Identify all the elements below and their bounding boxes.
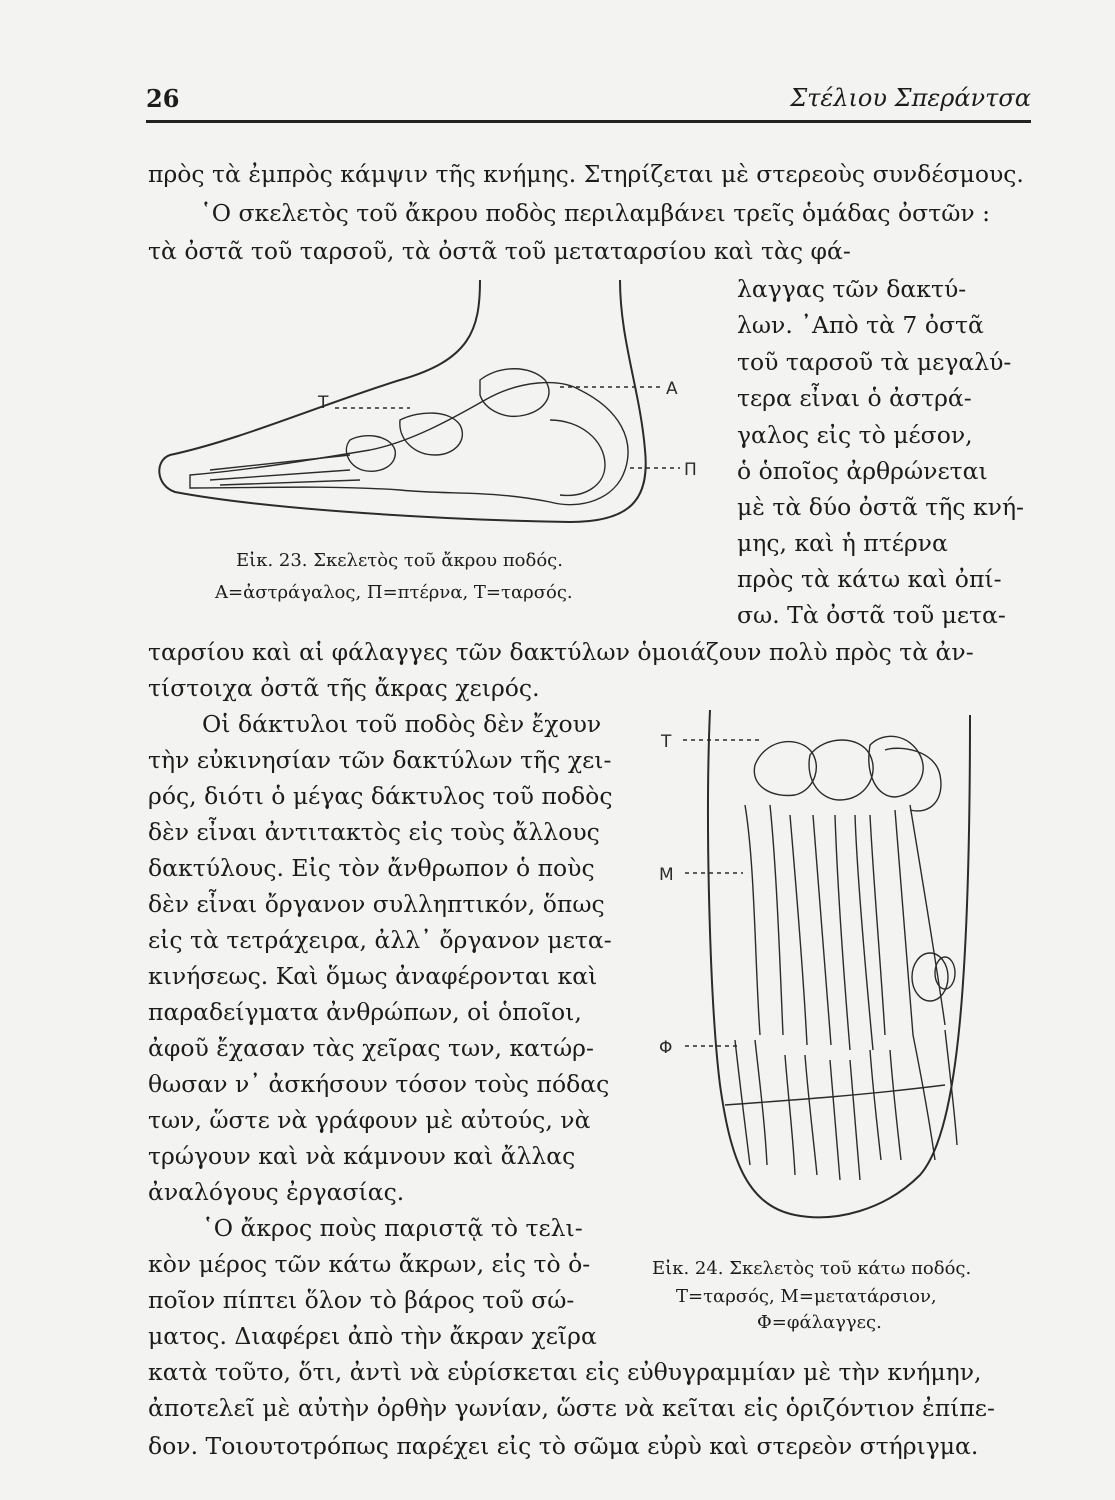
running-title: Στέλιου Σπεράντσα bbox=[790, 84, 1031, 112]
text-line: κινήσεως. Καὶ ὅμως ἀναφέρονται καὶ bbox=[148, 962, 598, 990]
figure-23-caption-line-2: Α=ἀστράγαλος, Π=πτέρνα, Τ=ταρσός. bbox=[215, 582, 573, 603]
figure-23-caption-line-1: Εἰκ. 23. Σκελετὸς τοῦ ἄκρου ποδός. bbox=[236, 550, 563, 571]
text-line: των, ὥστε νὰ γράφουν μὲ αὐτούς, νὰ bbox=[148, 1106, 591, 1134]
text-line: δὲν εἶναι ἀντιτακτὸς εἰς τοὺς ἄλλους bbox=[148, 818, 600, 846]
text-line: πρὸς τὰ κάτω καὶ ὀπί- bbox=[737, 565, 1002, 593]
text-line: δὲν εἶναι ὄργανον συλληπτικόν, ὅπως bbox=[148, 890, 605, 918]
figure-23-label-tarsus: Τ bbox=[318, 393, 329, 413]
text-line: παραδείγματα ἀνθρώπων, οἱ ὁποῖοι, bbox=[148, 998, 582, 1026]
figure-24-label-metatarsus: Μ bbox=[659, 865, 674, 885]
text-line: τρώγουν καὶ νὰ κάμνουν καὶ ἄλλας bbox=[148, 1142, 576, 1170]
figure-23-foot-side-illustration bbox=[150, 270, 700, 540]
text-line: μὲ τὰ δύο ὀστᾶ τῆς κνή- bbox=[737, 493, 1024, 521]
text-line: σω. Τὰ ὀστᾶ τοῦ μετα- bbox=[737, 601, 1006, 629]
page-number: 26 bbox=[146, 84, 180, 113]
text-line: ταρσίου καὶ αἱ φάλαγγες τῶν δακτύλων ὁμοιάζουν πολὺ πρὸς τὰ ἀν- bbox=[148, 638, 974, 666]
text-line: ῾Ο σκελετὸς τοῦ ἄκρου ποδὸς περιλαμβάνει τρεῖς ὁμάδας ὀστῶν : bbox=[200, 199, 991, 227]
text-line: ἀναλόγους ἐργασίας. bbox=[148, 1178, 405, 1206]
text-line: τὰ ὀστᾶ τοῦ ταρσοῦ, τὰ ὀστᾶ τοῦ μεταταρσίου καὶ τὰς φά- bbox=[148, 237, 851, 265]
text-line: τοῦ ταρσοῦ τὰ μεγαλύ- bbox=[737, 348, 1012, 376]
text-line: κὸν μέρος τῶν κάτω ἄκρων, εἰς τὸ ὁ- bbox=[148, 1250, 591, 1278]
figure-24-label-phalanges: Φ bbox=[659, 1038, 673, 1058]
text-line: ἀφοῦ ἔχασαν τὰς χεῖρας των, κατώρ- bbox=[148, 1034, 594, 1062]
text-line: γαλος εἰς τὸ μέσον, bbox=[737, 421, 973, 449]
text-line: Οἱ δάκτυλοι τοῦ ποδὸς δὲν ἔχουν bbox=[202, 710, 602, 738]
figure-23-label-talus: Α bbox=[666, 379, 678, 399]
text-line: ῾Ο ἄκρος ποὺς παριστᾷ τὸ τελι- bbox=[202, 1214, 583, 1242]
text-line: θωσαν ν᾽ ἀσκήσουν τόσον τοὺς πόδας bbox=[148, 1070, 610, 1098]
figure-23-label-heel: Π bbox=[684, 460, 697, 480]
text-line: ποῖον πίπτει ὅλον τὸ βάρος τοῦ σώ- bbox=[148, 1286, 575, 1314]
text-line: ὁ ὁποῖος ἀρθρώνεται bbox=[737, 457, 988, 485]
figure-24-caption-line-1: Εἰκ. 24. Σκελετὸς τοῦ κάτω ποδός. bbox=[652, 1258, 972, 1279]
figure-24-label-tarsus: Τ bbox=[661, 732, 672, 752]
text-line: λαγγας τῶν δακτύ- bbox=[737, 275, 967, 303]
text-line: τὴν εὐκινησίαν τῶν δακτύλων τῆς χει- bbox=[148, 746, 612, 774]
figure-24-foot-top-illustration bbox=[645, 705, 985, 1240]
figure-24-caption-line-2: Τ=ταρσός, Μ=μετατάρσιον, bbox=[676, 1286, 937, 1307]
text-line: δακτύλους. Εἰς τὸν ἄνθρωπον ὁ ποὺς bbox=[148, 854, 595, 882]
header-rule bbox=[146, 120, 1031, 123]
text-line: μης, καὶ ἡ πτέρνα bbox=[737, 529, 948, 557]
text-line: κατὰ τοῦτο, ὅτι, ἀντὶ νὰ εὑρίσκεται εἰς εὐθυγραμμίαν μὲ τὴν κνήμην, bbox=[148, 1358, 982, 1386]
text-line: εἰς τὰ τετράχειρα, ἀλλ᾽ ὄργανον μετα- bbox=[148, 926, 612, 954]
figure-24-caption-line-3: Φ=φάλαγγες. bbox=[757, 1312, 882, 1333]
text-line: ρός, διότι ὁ μέγας δάκτυλος τοῦ ποδὸς bbox=[148, 782, 613, 810]
text-line: τίστοιχα ὀστᾶ τῆς ἄκρας χειρός. bbox=[148, 674, 540, 702]
text-line: δον. Τοιουτοτρόπως παρέχει εἰς τὸ σῶμα εὐρὺ καὶ στερεὸν στήριγμα. bbox=[148, 1432, 979, 1460]
text-line: ματος. Διαφέρει ἀπὸ τὴν ἄκραν χεῖρα bbox=[148, 1322, 597, 1350]
text-line: πρὸς τὰ ἐμπρὸς κάμψιν τῆς κνήμης. Στηρίζεται μὲ στερεοὺς συνδέσμους. bbox=[148, 160, 1024, 188]
text-line: λων. ᾽Απὸ τὰ 7 ὀστᾶ bbox=[737, 311, 984, 339]
text-line: ἀποτελεῖ μὲ αὐτὴν ὀρθὴν γωνίαν, ὥστε νὰ κεῖται εἰς ὁριζόντιον ἐπίπε- bbox=[148, 1394, 995, 1422]
text-line: τερα εἶναι ὁ ἀστρά- bbox=[737, 384, 972, 412]
